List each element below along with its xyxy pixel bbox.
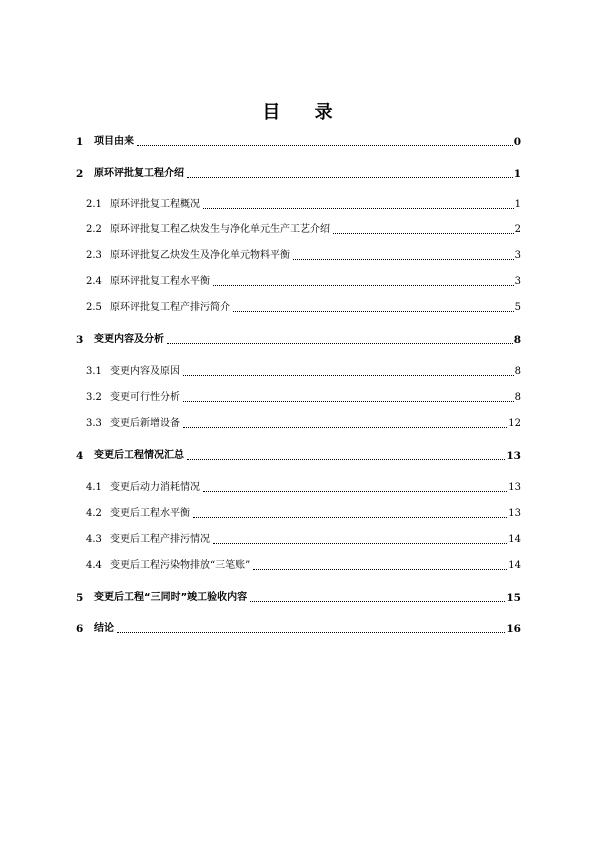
toc-entry-label: 变更内容及原因 — [110, 366, 180, 377]
toc-entry[interactable] — [76, 135, 521, 149]
toc-dot-leader — [187, 177, 513, 178]
toc-entry[interactable] — [86, 365, 521, 379]
toc-entry[interactable] — [76, 449, 521, 463]
toc-dot-leader — [117, 632, 505, 633]
toc-entry-page: 8 — [513, 334, 521, 346]
toc-entry-number: 2 — [76, 168, 84, 180]
toc-dot-leader — [203, 491, 507, 492]
page-title: 目 录 — [262, 102, 347, 123]
toc-entry-page: 1 — [513, 168, 521, 180]
toc-dot-leader — [183, 427, 507, 428]
toc-entry-label: 项目由来 — [94, 136, 134, 147]
toc-entry-page: 13 — [508, 482, 521, 493]
toc-entry-page: 3 — [514, 276, 521, 287]
toc-entry[interactable] — [86, 249, 521, 263]
toc-dot-leader — [167, 343, 513, 344]
toc-entry[interactable] — [86, 301, 521, 315]
toc-entry-number: 4.3 — [86, 534, 102, 545]
toc-entry[interactable] — [86, 223, 521, 237]
toc-entry[interactable] — [76, 591, 521, 605]
toc-entry-number: 2.5 — [86, 302, 102, 313]
toc-entry-label: 原环评批复工程乙炔发生与净化单元生产工艺介绍 — [110, 224, 330, 235]
toc-dot-leader — [213, 285, 514, 286]
toc-dot-leader — [183, 375, 514, 376]
toc-entry-page: 15 — [506, 592, 521, 604]
toc-dot-leader — [293, 259, 514, 260]
toc-entry-label: 原环评批复乙炔发生及净化单元物料平衡 — [110, 250, 290, 261]
toc-entry-number: 2.1 — [86, 199, 102, 210]
toc-entry[interactable] — [86, 533, 521, 547]
toc-entry-page: 14 — [508, 534, 521, 545]
toc-dot-leader — [250, 601, 505, 602]
toc-entry[interactable] — [86, 417, 521, 431]
toc-entry[interactable] — [76, 333, 521, 347]
toc-entry-page: 8 — [514, 366, 521, 377]
toc-entry[interactable] — [86, 481, 521, 495]
toc-entry-label: 结论 — [94, 623, 114, 634]
toc-entry-page: 0 — [513, 136, 521, 148]
toc-entry-label: 变更后新增设备 — [110, 418, 180, 429]
toc-entry-number: 3.2 — [86, 392, 102, 403]
toc-entry-page: 13 — [506, 450, 521, 462]
toc-dot-leader — [333, 233, 514, 234]
toc-entry-number: 3.1 — [86, 366, 102, 377]
toc-entry-number: 3 — [76, 334, 84, 346]
toc-entry-label: 变更后工程水平衡 — [110, 508, 190, 519]
toc-entry-page: 3 — [514, 250, 521, 261]
toc-entry-label: 变更后工程产排污情况 — [110, 534, 210, 545]
toc-entry[interactable] — [76, 167, 521, 181]
toc-entry-number: 4 — [76, 450, 84, 462]
toc-dot-leader — [253, 569, 507, 570]
toc-entry-label: 原环评批复工程水平衡 — [110, 276, 210, 287]
toc-entry[interactable] — [86, 559, 521, 573]
toc-entry-label: 原环评批复工程产排污简介 — [110, 302, 230, 313]
toc-entry-page: 16 — [506, 623, 521, 635]
toc-entry[interactable] — [76, 622, 521, 636]
toc-entry-label: 变更后动力消耗情况 — [110, 482, 200, 493]
toc-entry-page: 12 — [508, 418, 521, 429]
toc-entry-number: 4.4 — [86, 560, 102, 571]
toc-dot-leader — [193, 517, 507, 518]
toc-entry[interactable] — [86, 275, 521, 289]
toc-entry[interactable] — [86, 391, 521, 405]
toc-entry-number: 2.4 — [86, 276, 102, 287]
toc-entry-page: 1 — [514, 199, 521, 210]
toc-entry-label: 变更后工程情况汇总 — [94, 450, 184, 461]
toc-entry-number: 2.3 — [86, 250, 102, 261]
toc-entry-label: 原环评批复工程介绍 — [94, 168, 184, 179]
toc-dot-leader — [213, 543, 507, 544]
toc-entry-page: 2 — [514, 224, 521, 235]
toc-entry-number: 2.2 — [86, 224, 102, 235]
toc-dot-leader — [187, 459, 505, 460]
toc-entry-number: 4.1 — [86, 482, 102, 493]
toc-entry-page: 5 — [514, 302, 521, 313]
toc-dot-leader — [183, 401, 514, 402]
toc-entry-number: 1 — [76, 136, 84, 148]
toc-entry-page: 14 — [508, 560, 521, 571]
toc-entry-label: 变更可行性分析 — [110, 392, 180, 403]
toc-entry-number: 6 — [76, 623, 84, 635]
toc-dot-leader — [137, 145, 513, 146]
toc-entry-label: 原环评批复工程概况 — [110, 199, 200, 210]
toc-entry-number: 4.2 — [86, 508, 102, 519]
toc-dot-leader — [203, 208, 514, 209]
toc-entry-label: 变更内容及分析 — [94, 334, 164, 345]
toc-entry-page: 13 — [508, 508, 521, 519]
toc-entry[interactable] — [86, 507, 521, 521]
toc-entry-label: 变更后工程污染物排放“三笔账” — [110, 560, 251, 571]
toc-dot-leader — [233, 311, 514, 312]
toc-entry[interactable] — [86, 198, 521, 212]
toc-entry-label: 变更后工程“三同时”竣工验收内容 — [94, 592, 248, 603]
toc-entry-number: 5 — [76, 592, 84, 604]
toc-entry-number: 3.3 — [86, 418, 102, 429]
toc-entry-page: 8 — [514, 392, 521, 403]
